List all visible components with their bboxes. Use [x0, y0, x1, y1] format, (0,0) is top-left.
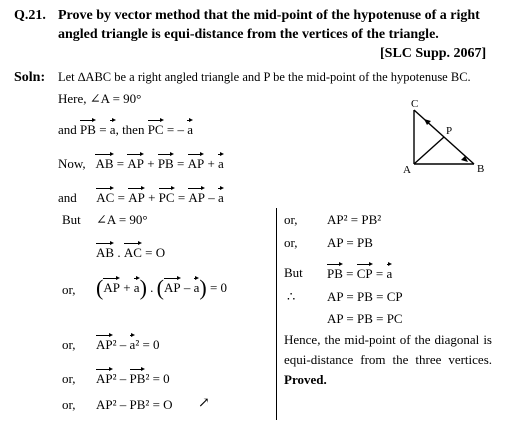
ap-pb-pc: AP = PB = PC	[327, 311, 403, 326]
and-word: and	[58, 122, 77, 137]
vector-ap-8: AP	[96, 367, 113, 386]
vector-pb-4: PB	[327, 262, 343, 281]
or-label-r2: or,	[284, 235, 298, 250]
therefore-symbol: ∴	[287, 289, 296, 304]
question-line-2: angled triangle is equi-distance from the vertices of the triangle.	[58, 27, 439, 42]
vector-a: a	[110, 118, 116, 137]
vector-a-5: a	[134, 276, 140, 295]
conclusion-text	[284, 330, 492, 390]
now-word: Now,	[58, 156, 86, 171]
vector-a-7: a	[130, 333, 136, 352]
arrow-mark-icon: ↗	[198, 396, 210, 411]
ab-dot-ac-line: AB . AC = O	[96, 241, 165, 260]
vector-ap: AP	[127, 152, 144, 171]
vector-ap-7: AP	[96, 333, 113, 352]
or-label-2: or,	[62, 337, 76, 352]
vector-ab-2: AB	[96, 241, 114, 260]
hence-text: Hence, the mid-point of the diagonal is equi-distance from the three vertices.	[284, 332, 492, 367]
rhs-zero: = 0	[209, 280, 228, 295]
label-c: C	[411, 98, 419, 110]
or-label-4: or,	[62, 397, 76, 412]
vector-pb-3: PB	[130, 367, 146, 386]
vector-pc: PC	[148, 118, 164, 137]
ap2-minus-pb2-line: AP² – PB² = 0	[96, 367, 170, 386]
label-a: A	[403, 164, 411, 176]
column-divider	[276, 208, 277, 420]
vector-pb-2: PB	[158, 152, 174, 171]
solution-label: Soln:	[14, 70, 46, 85]
vector-ap-4: AP	[188, 186, 205, 205]
median-ap	[414, 137, 444, 164]
label-b: B	[477, 163, 485, 175]
or-label-r1: or,	[284, 212, 298, 227]
product-line: (AP + a) . (AP – a) = 0	[96, 275, 228, 300]
given-line	[58, 118, 193, 137]
here-angle-a: Here, ∠A = 90°	[58, 91, 142, 106]
vector-a-3: a	[218, 152, 224, 171]
vector-ap-5: AP	[103, 276, 120, 295]
ap2-minus-pb2-plain: AP² – PB² = O	[96, 397, 173, 412]
ap-eq-pb: AP = PB	[327, 235, 373, 250]
ac-equation: and AC = AP + PC = AP – a	[58, 186, 224, 205]
then-word: , then	[115, 122, 145, 137]
question-line-1: Prove by vector method that the mid-point of the hypotenuse of a right	[58, 8, 480, 23]
question-source: [SLC Supp. 2067]	[380, 46, 487, 61]
label-p: P	[446, 125, 453, 137]
vector-ap-3: AP	[128, 186, 145, 205]
ap2-eq-pb2: AP² = PB²	[327, 212, 382, 227]
pb-eq-cp-line: PB = CP = a	[327, 262, 392, 281]
vector-a-6: a	[194, 276, 200, 295]
eq-sign: =	[99, 122, 107, 137]
ap-pb-cp: AP = PB = CP	[327, 289, 403, 304]
eq-minus: = –	[166, 122, 184, 137]
or-label-3: or,	[62, 371, 76, 386]
vector-ap-6: AP	[164, 276, 181, 295]
but-word: But	[62, 212, 81, 227]
vector-ac-2: AC	[124, 241, 142, 260]
question-number: Q.21.	[14, 8, 46, 23]
vector-ab: AB	[95, 152, 113, 171]
ap2-minus-a2-line: AP² – a² = 0	[96, 333, 160, 352]
solution-intro: Let ∆ABC be a right angled triangle and P be the mid-point of the hypotenuse BC.	[58, 70, 471, 84]
vector-ac: AC	[96, 186, 114, 205]
but-word-r: But	[284, 265, 303, 280]
vector-a-4: a	[218, 186, 224, 205]
or-label-1: or,	[62, 282, 76, 297]
vector-pc-2: PC	[159, 186, 175, 205]
rhs-o: = O	[145, 245, 166, 260]
vector-a-2: a	[187, 118, 193, 137]
vector-a-8: a	[387, 262, 393, 281]
vector-cp: CP	[357, 262, 373, 281]
vector-pb: PB	[80, 118, 96, 137]
triangle-diagram	[398, 96, 498, 180]
angle-a-line: ∠A = 90°	[96, 212, 148, 227]
ab-equation: Now, AB = AP + PB = AP + a	[58, 152, 224, 171]
vector-ap-2: AP	[188, 152, 205, 171]
and-word-2: and	[58, 190, 77, 205]
proved-text: Proved.	[284, 372, 327, 387]
